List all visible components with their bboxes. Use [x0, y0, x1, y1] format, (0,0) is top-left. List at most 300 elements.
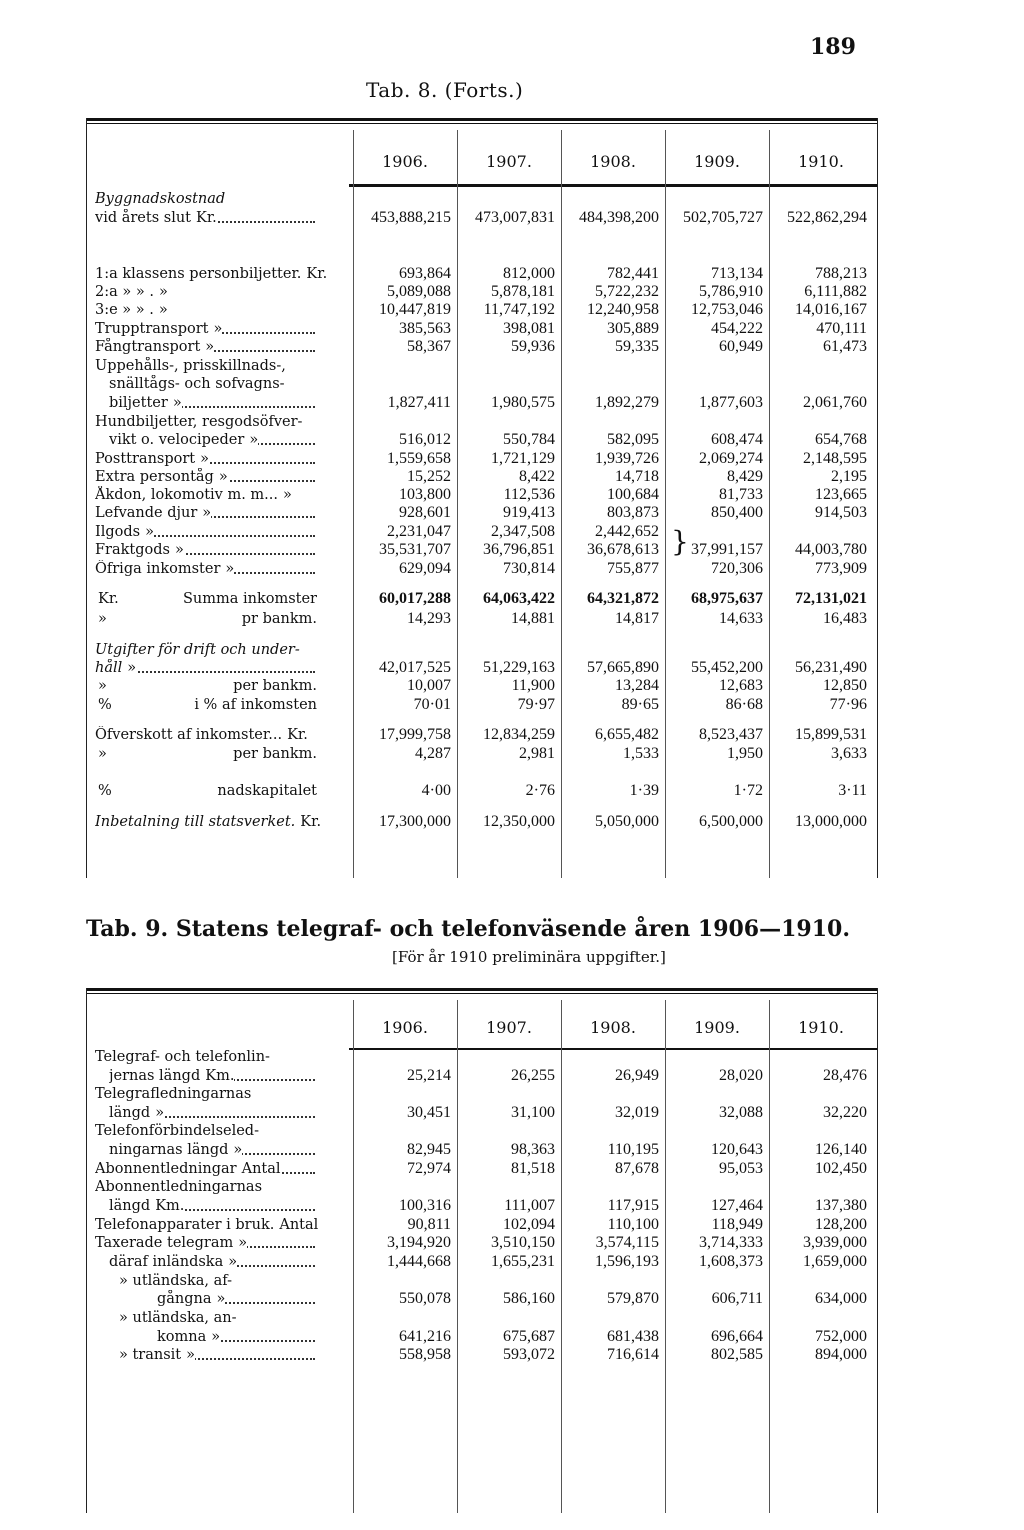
- cell-value: 894,000: [815, 1346, 867, 1363]
- row-label-text: Abonnentledningar: [95, 1161, 237, 1177]
- cell-value: 593,072: [503, 1346, 555, 1363]
- cell-value: 35,531,707: [379, 541, 451, 558]
- cell-value: 1,659,000: [803, 1253, 867, 1270]
- cell-value: 782,441: [607, 265, 659, 282]
- row-unit: Kr.: [303, 266, 327, 282]
- row-unit: »: [95, 746, 107, 762]
- cell-value: 30,451: [407, 1104, 451, 1121]
- table-row: [87, 1346, 877, 1364]
- cell-value: 1,892,279: [595, 394, 659, 411]
- row-label: [95, 677, 349, 695]
- cell-value: 123,665: [815, 486, 867, 503]
- cell-value: 2,069,274: [699, 450, 763, 467]
- merge-brace: }: [671, 525, 689, 558]
- cell-value: 64,063,422: [483, 590, 555, 607]
- table-row: [87, 301, 877, 319]
- cell-value: 32,220: [823, 1104, 867, 1121]
- cell-value: 110,195: [607, 1141, 659, 1158]
- table-row: [87, 357, 877, 375]
- cell-value: 14,016,167: [795, 301, 867, 318]
- cell-value: 2,195: [831, 468, 867, 485]
- row-unit: »: [156, 302, 168, 318]
- table-9-subtitle: [För år 1910 preliminära uppgifter.]: [392, 948, 666, 966]
- row-label: [95, 813, 349, 831]
- cell-value: 919,413: [503, 504, 555, 521]
- row-label: [95, 209, 349, 227]
- table-row: [87, 1104, 877, 1122]
- row-label: [109, 1197, 349, 1215]
- cell-value: 629,094: [399, 560, 451, 577]
- row-unit: »: [208, 1329, 220, 1345]
- cell-value: 720,306: [711, 560, 763, 577]
- row-label: [95, 541, 349, 559]
- cell-value: 6,111,882: [804, 283, 867, 300]
- cell-value: 5,786,910: [699, 283, 763, 300]
- row-unit: Kr.: [193, 210, 217, 226]
- table-row: [87, 1290, 877, 1308]
- page-number: 189: [810, 34, 856, 60]
- cell-value: 8,523,437: [699, 726, 763, 743]
- cell-value: 6,655,482: [595, 726, 659, 743]
- year-header: 1907.: [486, 152, 532, 171]
- cell-value: 1,608,373: [699, 1253, 763, 1270]
- cell-value: 470,111: [816, 320, 867, 337]
- year-header: 1907.: [486, 1018, 532, 1037]
- cell-value: 730,814: [503, 560, 555, 577]
- cell-value: 696,664: [711, 1328, 763, 1345]
- row-label-text: Summa inkomster: [182, 591, 317, 607]
- table-row: [87, 1085, 877, 1103]
- row-label-text: ningarnas längd: [109, 1142, 229, 1158]
- cell-value: 42,017,525: [379, 659, 451, 676]
- row-label: [95, 726, 349, 744]
- table-row: [87, 240, 877, 258]
- row-label: [95, 301, 349, 319]
- table-row: [87, 1178, 877, 1196]
- row-label-text: Trupptransport: [95, 321, 209, 337]
- cell-value: 608,474: [711, 431, 763, 448]
- cell-value: 15,252: [407, 468, 451, 485]
- table-row: [87, 190, 877, 208]
- row-label-text: snälltågs- och sofvagns-: [109, 376, 285, 392]
- row-label: [95, 265, 349, 283]
- table-row: [87, 763, 877, 781]
- row-label: [119, 1272, 349, 1290]
- row-label: [95, 1160, 349, 1178]
- row-label: [95, 486, 349, 504]
- table-row: [87, 1253, 877, 1271]
- cell-value: 14,718: [615, 468, 659, 485]
- row-label-text: Åkdon, lokomotiv m. m...: [95, 487, 278, 503]
- row-label-text: Taxerade telegram: [95, 1235, 234, 1251]
- cell-value: 100,684: [607, 486, 659, 503]
- row-label: [95, 745, 349, 763]
- cell-value: 693,864: [399, 265, 451, 282]
- cell-value: 928,601: [399, 504, 451, 521]
- row-label-text: Abonnentledningarnas: [95, 1179, 263, 1195]
- cell-value: 32,088: [719, 1104, 763, 1121]
- cell-value: 398,081: [503, 320, 555, 337]
- cell-value: 59,936: [511, 338, 555, 355]
- row-label: [109, 431, 349, 449]
- cell-value: 100,316: [399, 1197, 451, 1214]
- cell-value: 755,877: [607, 560, 659, 577]
- table-row: [87, 283, 877, 301]
- cell-value: 118,949: [711, 1216, 763, 1233]
- cell-value: 6,500,000: [699, 813, 763, 830]
- table-row: [87, 468, 877, 486]
- table-row: [87, 541, 877, 559]
- cell-value: 16,483: [823, 610, 867, 627]
- row-unit: »: [124, 660, 136, 676]
- cell-value: 579,870: [607, 1290, 659, 1307]
- top-rule: [87, 118, 877, 121]
- cell-value: 516,012: [399, 431, 451, 448]
- cell-value: 28,020: [719, 1067, 763, 1084]
- row-unit: Kr.: [297, 814, 321, 830]
- table-row: [87, 1141, 877, 1159]
- cell-value: 1·39: [629, 782, 659, 799]
- cell-value: 51,229,163: [483, 659, 555, 676]
- row-unit: »: [225, 1254, 237, 1270]
- row-unit: Km.: [202, 1068, 234, 1084]
- row-label-text: gångna: [157, 1291, 212, 1307]
- table-8-caption: Tab. 8. (Forts.): [366, 78, 524, 102]
- row-label-text: Posttransport: [95, 451, 196, 467]
- cell-value: 15,899,531: [795, 726, 867, 743]
- cell-value: 32,019: [615, 1104, 659, 1121]
- cell-value: 77·96: [829, 696, 867, 713]
- cell-value: 72,131,021: [795, 590, 867, 607]
- row-label: [95, 450, 349, 468]
- row-unit: »: [95, 678, 107, 694]
- table-row: [87, 486, 877, 504]
- row-unit: »: [170, 395, 182, 411]
- row-label-text: Uppehålls-, prisskillnads-,: [95, 358, 286, 374]
- cell-value: 4·00: [421, 782, 451, 799]
- cell-value: 675,687: [503, 1328, 555, 1345]
- row-unit: »: [183, 1347, 195, 1363]
- cell-value: 11,747,192: [483, 301, 555, 318]
- cell-value: 3,633: [831, 745, 867, 762]
- table-row: [87, 641, 877, 659]
- row-label-text: Utgifter för drift och under-: [95, 642, 300, 658]
- cell-value: 117,915: [607, 1197, 659, 1214]
- row-label: [119, 1346, 349, 1364]
- row-label-text: Inbetalning till statsverket.: [95, 814, 296, 830]
- table-row: [87, 523, 877, 541]
- row-label: [109, 1067, 349, 1085]
- table-row: [87, 375, 877, 393]
- table-row: [87, 1309, 877, 1327]
- cell-value: 2·76: [525, 782, 555, 799]
- row-label: [95, 560, 349, 578]
- table-row: [87, 320, 877, 338]
- cell-value: 681,438: [607, 1328, 659, 1345]
- table-row: [87, 1216, 877, 1234]
- row-label: [95, 190, 349, 208]
- year-header: 1906.: [382, 152, 428, 171]
- cell-value: 103,800: [399, 486, 451, 503]
- table-row: [87, 209, 877, 227]
- cell-value: 1,877,603: [699, 394, 763, 411]
- cell-value: 1,939,726: [595, 450, 659, 467]
- row-label: [95, 283, 349, 301]
- cell-value: 1,596,193: [595, 1253, 659, 1270]
- cell-value: 13,284: [615, 677, 659, 694]
- cell-value: 3·11: [838, 782, 867, 799]
- cell-value: 454,222: [711, 320, 763, 337]
- top-rule-thin: [87, 123, 877, 124]
- cell-value: 44,003,780: [795, 541, 867, 558]
- row-label-text: Telefonförbindelseled-: [95, 1123, 259, 1139]
- cell-value: 1,655,231: [491, 1253, 555, 1270]
- row-unit: »: [214, 1291, 226, 1307]
- row-label-text: komna: [157, 1329, 207, 1345]
- cell-value: 102,094: [503, 1216, 555, 1233]
- row-label: [95, 338, 349, 356]
- cell-value: 2,981: [519, 745, 555, 762]
- cell-value: 89·65: [621, 696, 659, 713]
- row-label-text: vid årets slut: [95, 210, 191, 226]
- row-unit: »: [222, 561, 234, 577]
- cell-value: 12,683: [719, 677, 763, 694]
- cell-value: 802,585: [711, 1346, 763, 1363]
- table-row: [87, 560, 877, 578]
- cell-value: 57,665,890: [587, 659, 659, 676]
- row-unit: Antal: [276, 1217, 318, 1233]
- cell-value: 788,213: [815, 265, 867, 282]
- row-label-text: Fångtransport: [95, 339, 201, 355]
- cell-value: 127,464: [711, 1197, 763, 1214]
- cell-value: 68,975,637: [691, 590, 763, 607]
- row-label: [157, 1290, 349, 1308]
- cell-value: 55,452,200: [691, 659, 763, 676]
- row-label: [95, 590, 349, 608]
- row-label-text: Telefonapparater i bruk.: [95, 1217, 275, 1233]
- row-label-text: » transit: [119, 1347, 182, 1363]
- row-label-text: i % af inkomsten: [194, 697, 317, 713]
- row-label-text: Lefvande djur: [95, 505, 198, 521]
- cell-value: 5,878,181: [491, 283, 555, 300]
- cell-value: 10,447,819: [379, 301, 451, 318]
- cell-value: 81,733: [719, 486, 763, 503]
- row-label-text: biljetter: [109, 395, 168, 411]
- cell-value: 13,000,000: [795, 813, 867, 830]
- row-unit: »: [235, 1235, 247, 1251]
- cell-value: 72,974: [407, 1160, 451, 1177]
- cell-value: 453,888,215: [371, 209, 451, 226]
- table-row: [87, 1067, 877, 1085]
- row-unit: Kr.: [95, 591, 119, 607]
- cell-value: 12,850: [823, 677, 867, 694]
- cell-value: 86·68: [725, 696, 763, 713]
- cell-value: 484,398,200: [579, 209, 659, 226]
- table-row: [87, 696, 877, 714]
- cell-value: 87,678: [615, 1160, 659, 1177]
- row-label: [109, 375, 349, 393]
- row-label: [95, 413, 349, 431]
- cell-value: 17,999,758: [379, 726, 451, 743]
- year-header: 1909.: [694, 152, 740, 171]
- row-label-text: per bankm.: [233, 678, 317, 694]
- row-label-text: Hundbiljetter, resgodsöfver-: [95, 414, 303, 430]
- row-unit: Km.: [152, 1198, 184, 1214]
- cell-value: 473,007,831: [475, 209, 555, 226]
- row-label-text: Extra persontåg: [95, 469, 214, 485]
- table-row: [87, 745, 877, 763]
- row-unit: %: [95, 783, 112, 799]
- cell-value: 64,321,872: [587, 590, 659, 607]
- row-label-text: längd: [109, 1105, 151, 1121]
- cell-value: 36,796,851: [483, 541, 555, 558]
- cell-value: 4,287: [415, 745, 451, 762]
- cell-value: 25,214: [407, 1067, 451, 1084]
- cell-value: 2,148,595: [803, 450, 867, 467]
- row-unit: »: [199, 505, 211, 521]
- row-label: [95, 1122, 349, 1140]
- cell-value: 60,949: [719, 338, 763, 355]
- row-label-text: per bankm.: [233, 746, 317, 762]
- cell-value: 58,367: [407, 338, 451, 355]
- cell-value: 3,939,000: [803, 1234, 867, 1251]
- cell-value: 102,450: [815, 1160, 867, 1177]
- row-label: [95, 1216, 349, 1234]
- cell-value: 812,000: [503, 265, 555, 282]
- cell-value: 634,000: [815, 1290, 867, 1307]
- cell-value: 550,078: [399, 1290, 451, 1307]
- row-unit: %: [95, 697, 112, 713]
- row-label-text: vikt o. velocipeder: [109, 432, 245, 448]
- row-unit: »: [230, 1142, 242, 1158]
- cell-value: 14,881: [511, 610, 555, 627]
- cell-value: 606,711: [711, 1290, 763, 1307]
- cell-value: 3,714,333: [699, 1234, 763, 1251]
- cell-value: 586,160: [503, 1290, 555, 1307]
- cell-value: 111,007: [504, 1197, 555, 1214]
- table-row: [87, 413, 877, 431]
- cell-value: 137,380: [815, 1197, 867, 1214]
- table-row: [87, 813, 877, 831]
- row-unit: »: [95, 611, 107, 627]
- row-label: [95, 1178, 349, 1196]
- row-label-text: Öfriga inkomster: [95, 561, 221, 577]
- cell-value: 12,240,958: [587, 301, 659, 318]
- row-label: [95, 1048, 349, 1066]
- cell-value: 12,753,046: [691, 301, 763, 318]
- cell-value: 3,574,115: [595, 1234, 659, 1251]
- row-label: [95, 1234, 349, 1252]
- cell-value: 850,400: [711, 504, 763, 521]
- table-row: [87, 677, 877, 695]
- row-label: [109, 1141, 349, 1159]
- cell-value: 110,100: [607, 1216, 659, 1233]
- row-unit: »: [202, 339, 214, 355]
- cell-value: 14,293: [407, 610, 451, 627]
- row-unit: Antal: [239, 1161, 281, 1177]
- table-9-caption: Tab. 9. Statens telegraf- och telefonväsende åren 1906—1910.: [86, 916, 851, 942]
- cell-value: 1,950: [727, 745, 763, 762]
- table-row: [87, 265, 877, 283]
- cell-value: 582,095: [607, 431, 659, 448]
- table-row: [87, 1197, 877, 1215]
- cell-value: 10,007: [407, 677, 451, 694]
- year-header: 1906.: [382, 1018, 428, 1037]
- cell-value: 1·72: [733, 782, 763, 799]
- cell-value: 12,350,000: [483, 813, 555, 830]
- cell-value: 14,633: [719, 610, 763, 627]
- row-label: [95, 610, 349, 628]
- cell-value: 36,678,613: [587, 541, 659, 558]
- row-label: [95, 1085, 349, 1103]
- cell-value: 11,900: [511, 677, 555, 694]
- row-label-text: » utländska, an-: [119, 1310, 237, 1326]
- cell-value: 752,000: [815, 1328, 867, 1345]
- cell-value: 1,559,658: [387, 450, 451, 467]
- cell-value: 112,536: [503, 486, 555, 503]
- row-label: [95, 659, 349, 677]
- year-header: 1908.: [590, 1018, 636, 1037]
- cell-value: 3,194,920: [387, 1234, 451, 1251]
- row-unit: »: [142, 524, 154, 540]
- cell-value: 716,614: [607, 1346, 659, 1363]
- cell-value: 37,991,157: [691, 541, 763, 558]
- cell-value: 90,811: [407, 1216, 451, 1233]
- cell-value: 56,231,490: [795, 659, 867, 676]
- table-row: [87, 431, 877, 449]
- cell-value: 70·01: [413, 696, 451, 713]
- row-unit: Kr.: [284, 727, 308, 743]
- row-label-text: » utländska, af-: [119, 1273, 233, 1289]
- row-label: [95, 504, 349, 522]
- cell-value: 61,473: [823, 338, 867, 355]
- table-row: [87, 450, 877, 468]
- row-label-text: längd: [109, 1198, 151, 1214]
- cell-value: 2,231,047: [387, 523, 451, 540]
- cell-value: 12,834,259: [483, 726, 555, 743]
- cell-value: 95,053: [719, 1160, 763, 1177]
- row-label: [95, 357, 349, 375]
- row-unit: »: [152, 1105, 164, 1121]
- row-unit: »: [172, 542, 184, 558]
- row-label-text: 2:a » » .: [95, 284, 154, 300]
- cell-value: 98,363: [511, 1141, 555, 1158]
- row-unit: »: [280, 487, 292, 503]
- cell-value: 128,200: [815, 1216, 867, 1233]
- cell-value: 5,089,088: [387, 283, 451, 300]
- row-label-text: Ilgods: [95, 524, 141, 540]
- row-label-text: Öfverskott af inkomster...: [95, 727, 283, 743]
- top-rule-thin: [87, 993, 877, 994]
- year-header: 1909.: [694, 1018, 740, 1037]
- cell-value: 5,050,000: [595, 813, 659, 830]
- cell-value: 120,643: [711, 1141, 763, 1158]
- row-label-text: Fraktgods: [95, 542, 170, 558]
- cell-value: 641,216: [399, 1328, 451, 1345]
- table-row: [87, 590, 877, 608]
- cell-value: 14,817: [615, 610, 659, 627]
- row-label: [109, 394, 349, 412]
- year-header: 1908.: [590, 152, 636, 171]
- table-row: [87, 1122, 877, 1140]
- row-label: [95, 641, 349, 659]
- cell-value: 1,980,575: [491, 394, 555, 411]
- row-label: [109, 1253, 349, 1271]
- cell-value: 385,563: [399, 320, 451, 337]
- cell-value: 550,784: [503, 431, 555, 448]
- cell-value: 2,061,760: [803, 394, 867, 411]
- cell-value: 82,945: [407, 1141, 451, 1158]
